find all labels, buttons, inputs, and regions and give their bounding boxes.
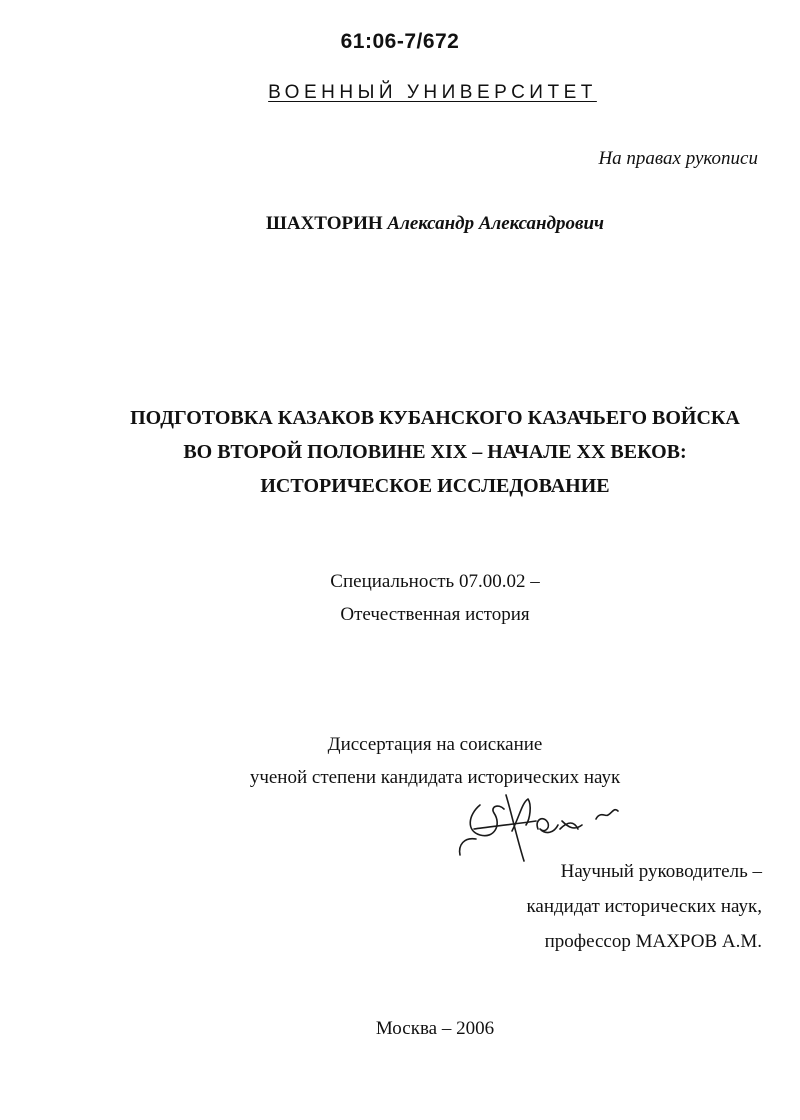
- author-given-names: Александр Александрович: [387, 213, 605, 234]
- title-line: ПОДГОТОВКА КАЗАКОВ КУБАНСКОГО КАЗАЧЬЕГО ВОЙСКА: [130, 407, 740, 429]
- supervisor-block: [526, 854, 762, 959]
- degree-block: [0, 728, 800, 794]
- specialty-code: Специальность 07.00.02 –: [330, 571, 540, 592]
- supervisor-name: профессор МАХРОВ А.М.: [544, 931, 762, 952]
- degree-line: ученой степени кандидата исторических наук: [249, 767, 621, 788]
- rights-note: На правах рукописи: [598, 148, 758, 169]
- institution-name: ВОЕННЫЙ УНИВЕРСИТЕТ: [268, 82, 597, 103]
- dissertation-title: [0, 401, 800, 503]
- specialty-name: Отечественная история: [340, 604, 530, 625]
- catalog-number: 61:06-7/672: [340, 30, 460, 53]
- supervisor-role: Научный руководитель –: [560, 861, 762, 882]
- city-year: Москва – 2006: [375, 1018, 495, 1039]
- title-line: ВО ВТОРОЙ ПОЛОВИНЕ XIX – НАЧАЛЕ XX ВЕКОВ:: [183, 441, 687, 463]
- specialty-block: [0, 565, 800, 631]
- title-line: ИСТОРИЧЕСКОЕ ИССЛЕДОВАНИЕ: [260, 475, 610, 497]
- author-surname: ШАХТОРИН: [265, 213, 383, 234]
- supervisor-degree: кандидат исторических наук,: [526, 896, 762, 917]
- degree-line: Диссертация на соискание: [327, 734, 543, 755]
- author-name: [0, 213, 800, 235]
